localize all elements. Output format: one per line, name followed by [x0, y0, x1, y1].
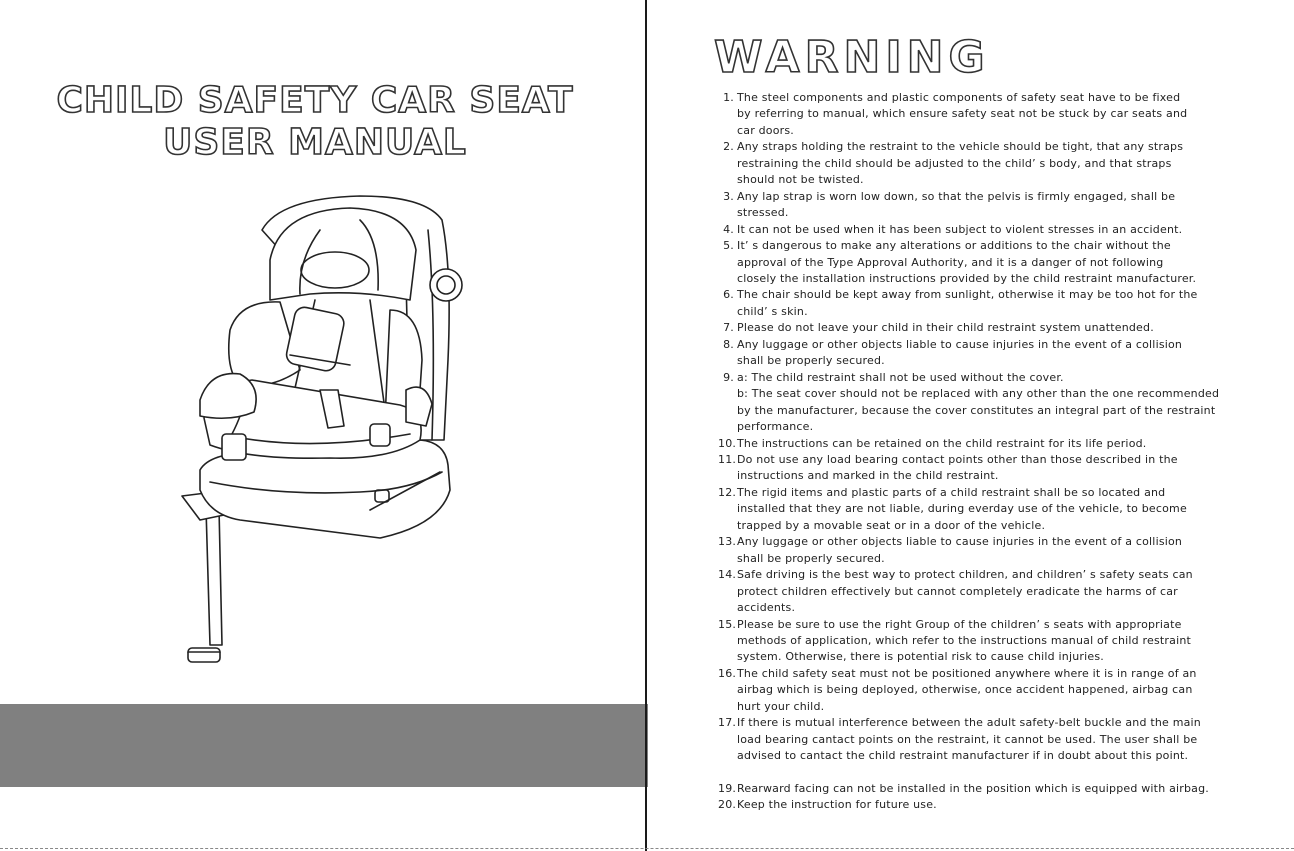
- warning-item-text: Rearward facing can not be installed in the position which is equipped with airbag.: [737, 782, 1209, 796]
- warning-item-number: 8.: [723, 337, 734, 351]
- warning-item-number: 9.: [723, 370, 734, 384]
- warning-item-text: installed that they are not liable, during everday use of the vehicle, to become: [737, 502, 1187, 516]
- warning-item-text: restraining the child should be adjusted to the child’ s body, and that straps: [737, 156, 1172, 170]
- warning-item: [718, 452, 1293, 468]
- warning-item-continuation: [718, 748, 1293, 764]
- cover-title: [40, 80, 590, 164]
- warning-item-text: performance.: [737, 420, 814, 434]
- warning-item-text: Please do not leave your child in their child restraint system unattended.: [737, 321, 1154, 335]
- cover-title-line-2: USER MANUAL: [163, 122, 467, 163]
- car-seat-illustration: [170, 190, 470, 680]
- warning-item-number: 3.: [723, 189, 734, 203]
- warning-item-number: 17.: [718, 716, 737, 730]
- warning-item: [718, 781, 1293, 797]
- warning-item: [718, 320, 1293, 336]
- warning-item: [718, 238, 1293, 254]
- warning-item: [718, 436, 1293, 452]
- warning-item-number: 10.: [718, 436, 737, 450]
- warning-item: [718, 617, 1293, 633]
- warning-list: [718, 90, 1293, 814]
- warning-item: [718, 797, 1293, 813]
- warning-item-continuation: [718, 386, 1293, 402]
- warning-item-continuation: [718, 699, 1293, 715]
- warning-item-number: 4.: [723, 222, 734, 236]
- warning-item-continuation: [718, 271, 1293, 287]
- warning-item-continuation: [718, 172, 1293, 188]
- warning-item-number: 15.: [718, 617, 737, 631]
- warning-item: [718, 337, 1293, 353]
- warning-item-text: should not be twisted.: [737, 173, 864, 187]
- warning-item-text: protect children effectively but cannot completely eradicate the harms of car: [737, 584, 1178, 598]
- warning-item-text: Any luggage or other objects liable to cause injuries in the event of a collision: [737, 337, 1183, 351]
- warning-item-number: 2.: [723, 140, 734, 154]
- warning-item-number: 19.: [718, 782, 737, 796]
- warning-item-continuation: [718, 732, 1293, 748]
- warning-item: [718, 534, 1293, 550]
- warning-item-continuation: [718, 304, 1293, 320]
- warning-item-text: system. Otherwise, there is potential risk to cause child injuries.: [737, 650, 1104, 664]
- warning-item: [718, 222, 1293, 238]
- warning-item-text: child’ s skin.: [737, 304, 808, 318]
- warning-item-text: The instructions can be retained on the child restraint for its life period.: [737, 436, 1147, 450]
- warning-item-continuation: [718, 353, 1293, 369]
- warning-item: [718, 287, 1293, 303]
- warning-item-number: 12.: [718, 485, 737, 499]
- warning-item-continuation: [718, 501, 1293, 517]
- warning-item-text: It’ s dangerous to make any alterations or additions to the chair without the: [737, 239, 1171, 253]
- warning-item-text: b: The seat cover should not be replaced with any other than the one recommended: [737, 387, 1220, 401]
- warning-item-continuation: [718, 551, 1293, 567]
- page-bottom-edge: [0, 848, 1294, 849]
- warning-item-text: closely the installation instructions provided by the child restraint manufacturer.: [737, 271, 1197, 285]
- warning-item-text: advised to cantact the child restraint manufacturer if in doubt about this point.: [737, 749, 1189, 763]
- warning-item-text: If there is mutual interference between the adult safety-belt buckle and the main: [737, 716, 1201, 730]
- warning-item-continuation: [718, 156, 1293, 172]
- warning-item: [718, 90, 1293, 106]
- warning-item-number: 13.: [718, 535, 737, 549]
- warning-item: [718, 485, 1293, 501]
- warning-item: [718, 139, 1293, 155]
- warning-item-text: Any lap strap is worn low down, so that the pelvis is firmly engaged, shall be: [737, 189, 1176, 203]
- warning-item-continuation: [718, 584, 1293, 600]
- warning-item-text: The chair should be kept away from sunlight, otherwise it may be too hot for the: [737, 288, 1198, 302]
- warning-item: [718, 189, 1293, 205]
- warning-item-text: by the manufacturer, because the cover constitutes an integral part of the restraint: [737, 403, 1216, 417]
- warning-item-number: 20.: [718, 798, 737, 812]
- warning-heading: WARNING: [714, 32, 990, 83]
- cover-title-line-1: CHILD SAFETY CAR SEAT: [56, 80, 574, 121]
- warning-item-text: Please be sure to use the right Group of the children’ s seats with appropriate: [737, 617, 1182, 631]
- warning-item: [718, 567, 1293, 583]
- warning-item-text: Safe driving is the best way to protect children, and children’ s safety seats can: [737, 568, 1193, 582]
- warning-item-continuation: [718, 649, 1293, 665]
- warning-item-continuation: [718, 600, 1293, 616]
- warning-item-text: instructions and marked in the child restraint.: [737, 469, 999, 483]
- warning-item-text: accidents.: [737, 601, 796, 615]
- page-divider: [645, 0, 647, 851]
- warning-item-text: methods of application, which refer to the instructions manual of child restraint: [737, 633, 1192, 647]
- cover-page: [0, 0, 645, 851]
- warning-item-continuation: [718, 255, 1293, 271]
- warning-item-continuation: [718, 419, 1293, 435]
- warning-item-continuation: [718, 123, 1293, 139]
- warning-item-number: 5.: [723, 239, 734, 253]
- warning-item-text: a: The child restraint shall not be used without the cover.: [737, 370, 1064, 384]
- warning-item-continuation: [718, 468, 1293, 484]
- warning-item-number: 1.: [723, 91, 734, 104]
- warning-item-number: 11.: [718, 452, 737, 466]
- warning-item-text: hurt your child.: [737, 699, 825, 713]
- warning-item-text: stressed.: [737, 206, 789, 220]
- warning-item-text: load bearing cantact points on the restraint, it cannot be used. The user shall be: [737, 732, 1198, 746]
- warning-item-number: 14.: [718, 568, 737, 582]
- warning-item-continuation: [718, 633, 1293, 649]
- warning-item-text: car doors.: [737, 123, 794, 137]
- warning-item-text: Do not use any load bearing contact points other than those described in the: [737, 452, 1178, 466]
- warning-item-number: 16.: [718, 666, 737, 680]
- warning-item-text: shall be properly secured.: [737, 551, 885, 565]
- warning-item-text: Any straps holding the restraint to the vehicle should be tight, that any straps: [737, 140, 1184, 154]
- warning-item-text: by referring to manual, which ensure safety seat not be stuck by car seats and: [737, 107, 1188, 121]
- warning-item-continuation: [718, 403, 1293, 419]
- warning-gap: [718, 765, 1293, 781]
- warning-item-text: approval of the Type Approval Authority, and it is a danger of not following: [737, 255, 1164, 269]
- warning-item-continuation: [718, 106, 1293, 122]
- warning-item-text: airbag which is being deployed, otherwise, once accident happened, airbag can: [737, 683, 1193, 697]
- warning-item-text: It can not be used when it has been subject to violent stresses in an accident.: [737, 222, 1183, 236]
- warning-item-text: The steel components and plastic components of safety seat have to be fixed: [737, 91, 1181, 104]
- warning-item-text: shall be properly secured.: [737, 354, 885, 368]
- warning-item-continuation: [718, 205, 1293, 221]
- warning-item-text: The rigid items and plastic parts of a child restraint shall be so located and: [737, 485, 1166, 499]
- warning-item: [718, 666, 1293, 682]
- warning-page: [648, 0, 1294, 851]
- warning-item-text: Any luggage or other objects liable to cause injuries in the event of a collision: [737, 535, 1183, 549]
- warning-item-continuation: [718, 682, 1293, 698]
- warning-item: [718, 370, 1293, 386]
- warning-item-continuation: [718, 518, 1293, 534]
- warning-item-text: The child safety seat must not be positioned anywhere where it is in range of an: [737, 666, 1197, 680]
- cover-gray-band: [0, 704, 648, 787]
- warning-item: [718, 715, 1293, 731]
- warning-item-text: Keep the instruction for future use.: [737, 798, 937, 812]
- warning-item-number: 6.: [723, 288, 734, 302]
- warning-item-text: trapped by a movable seat or in a door of the vehicle.: [737, 518, 1046, 532]
- warning-item-number: 7.: [723, 321, 734, 335]
